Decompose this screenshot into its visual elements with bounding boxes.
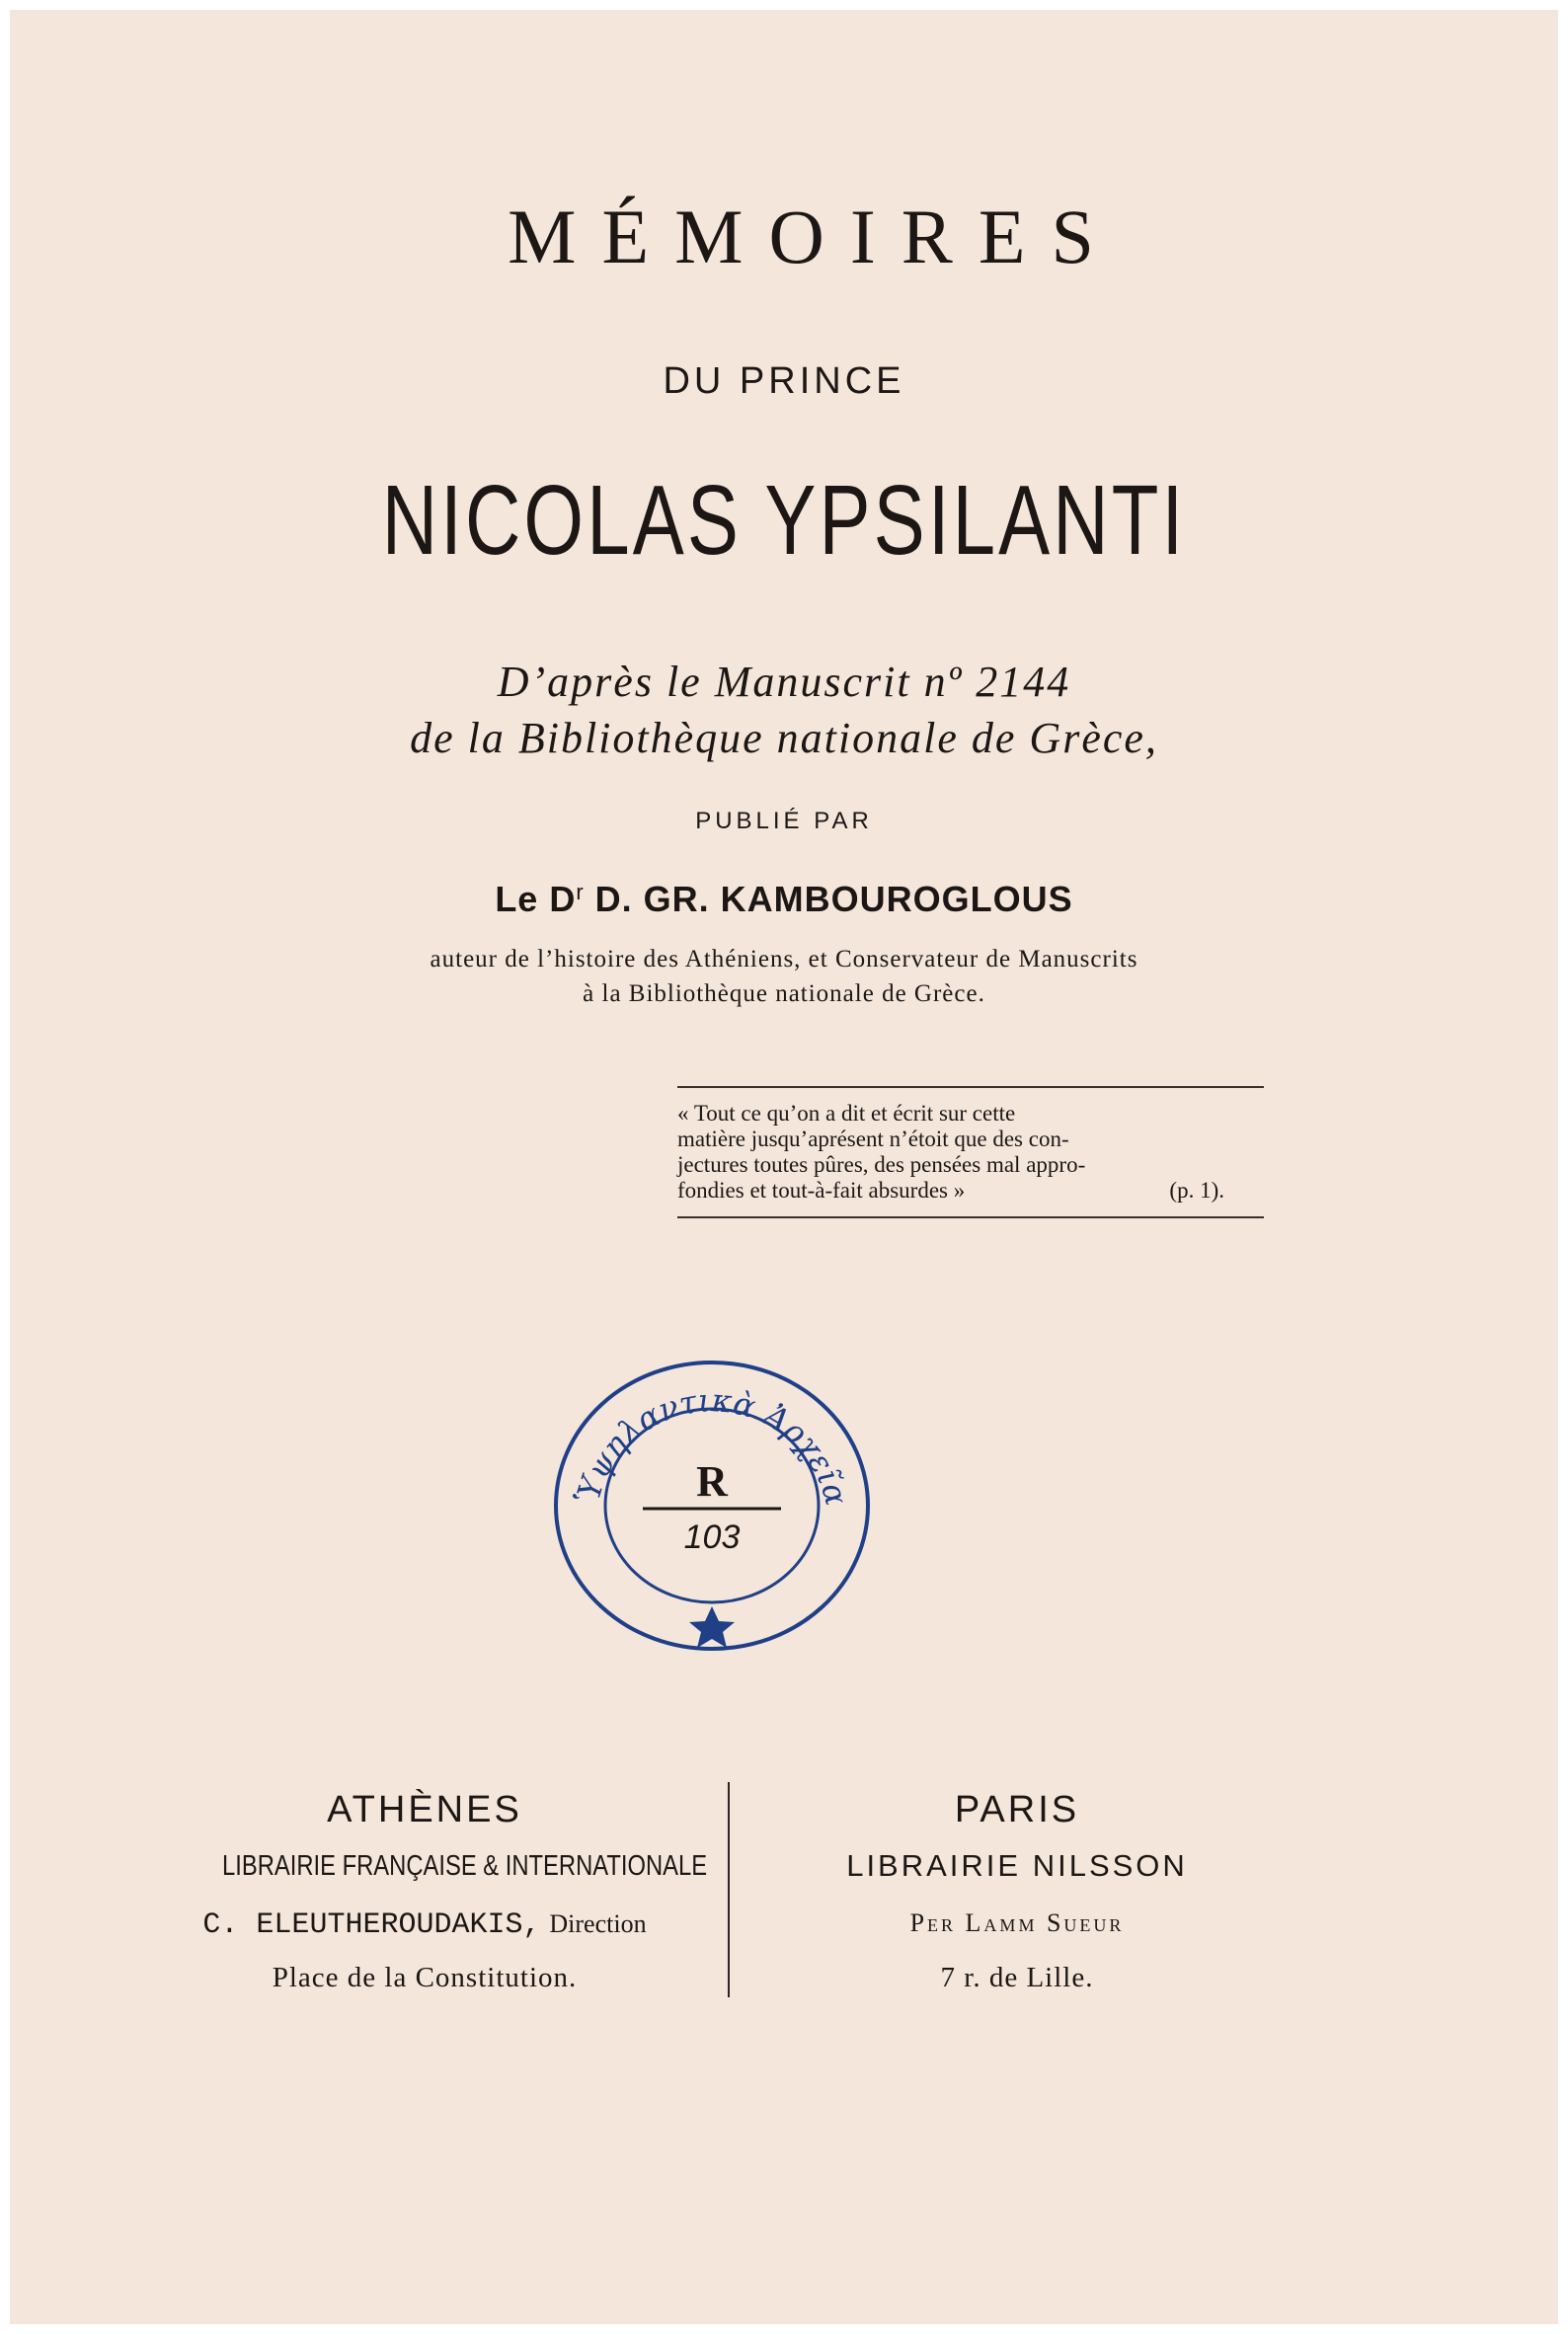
stamp-number: 103 [683,1518,741,1556]
author-prefix-sup: r [576,880,585,904]
quote-top-rule [677,1086,1264,1088]
title-prefix: DU PRINCE [663,360,905,402]
imprint-address: 7 r. de Lille. [940,1962,1094,1993]
imprint-director-line [178,1895,671,1952]
author-name: D. GR. KAMBOUROGLOUS [594,879,1073,919]
quote-bottom-rule [677,1216,1264,1218]
quote-citation: (p. 1). [1169,1178,1224,1203]
imprint-athens [178,1782,708,2003]
imprint-divider [728,1782,730,1997]
quote-last-line [677,1178,1264,1204]
quote-line: jectures toutes pûres, des pensées mal appro- [677,1152,1086,1177]
author-role-line-1: auteur de l’histoire des Athéniens, et Conservateur de Manuscrits [430,946,1138,972]
stamp-ring-text-path: Ὑψηλαντικὰ Ἀρχεῖα [568,1381,856,1510]
imprint-city: PARIS [954,1789,1080,1830]
stamp-star-icon [689,1606,735,1648]
subtitle-line-2: de la Bibliothèque nationale de Grèce, [410,714,1158,762]
published-by-label: PUBLIÉ PAR [695,808,873,834]
title-page [10,10,1558,2324]
imprint-city: ATHÈNES [327,1789,522,1830]
quote-line: fondies et tout-à-fait absurdes » [677,1178,966,1203]
epigraph-quote [677,1101,1264,1204]
author-line [10,879,1558,920]
imprint-successor: Per Lamm Sueur [909,1908,1125,1937]
stamp-letter: R [696,1457,728,1506]
imprint-library: LIBRAIRIE NILSSON [846,1848,1188,1883]
quote-line: matière jusqu’aprésent n’étoit que des con- [677,1127,1069,1151]
imprint-address: Place de la Constitution. [272,1962,578,1993]
subject-name: NICOLAS YPSILANTI [381,465,1187,576]
library-stamp [539,1348,885,1664]
author-role-line-2: à la Bibliothèque nationale de Grèce. [583,980,985,1007]
imprint-director-name: C. ELEUTHEROUDAKIS, [202,1908,541,1942]
author-prefix: Le D [495,879,577,919]
subtitle-line-1: D’après le Manuscrit nº 2144 [497,658,1071,706]
book-title: MÉMOIRES [508,194,1120,279]
quote-line: « Tout ce qu’on a dit et écrit sur cette [677,1101,1016,1126]
imprint-library: LIBRAIRIE FRANÇAISE & INTERNATIONALE [222,1850,708,1882]
imprint-paris [745,1782,1289,2003]
imprint-director-role: Direction [549,1909,647,1938]
